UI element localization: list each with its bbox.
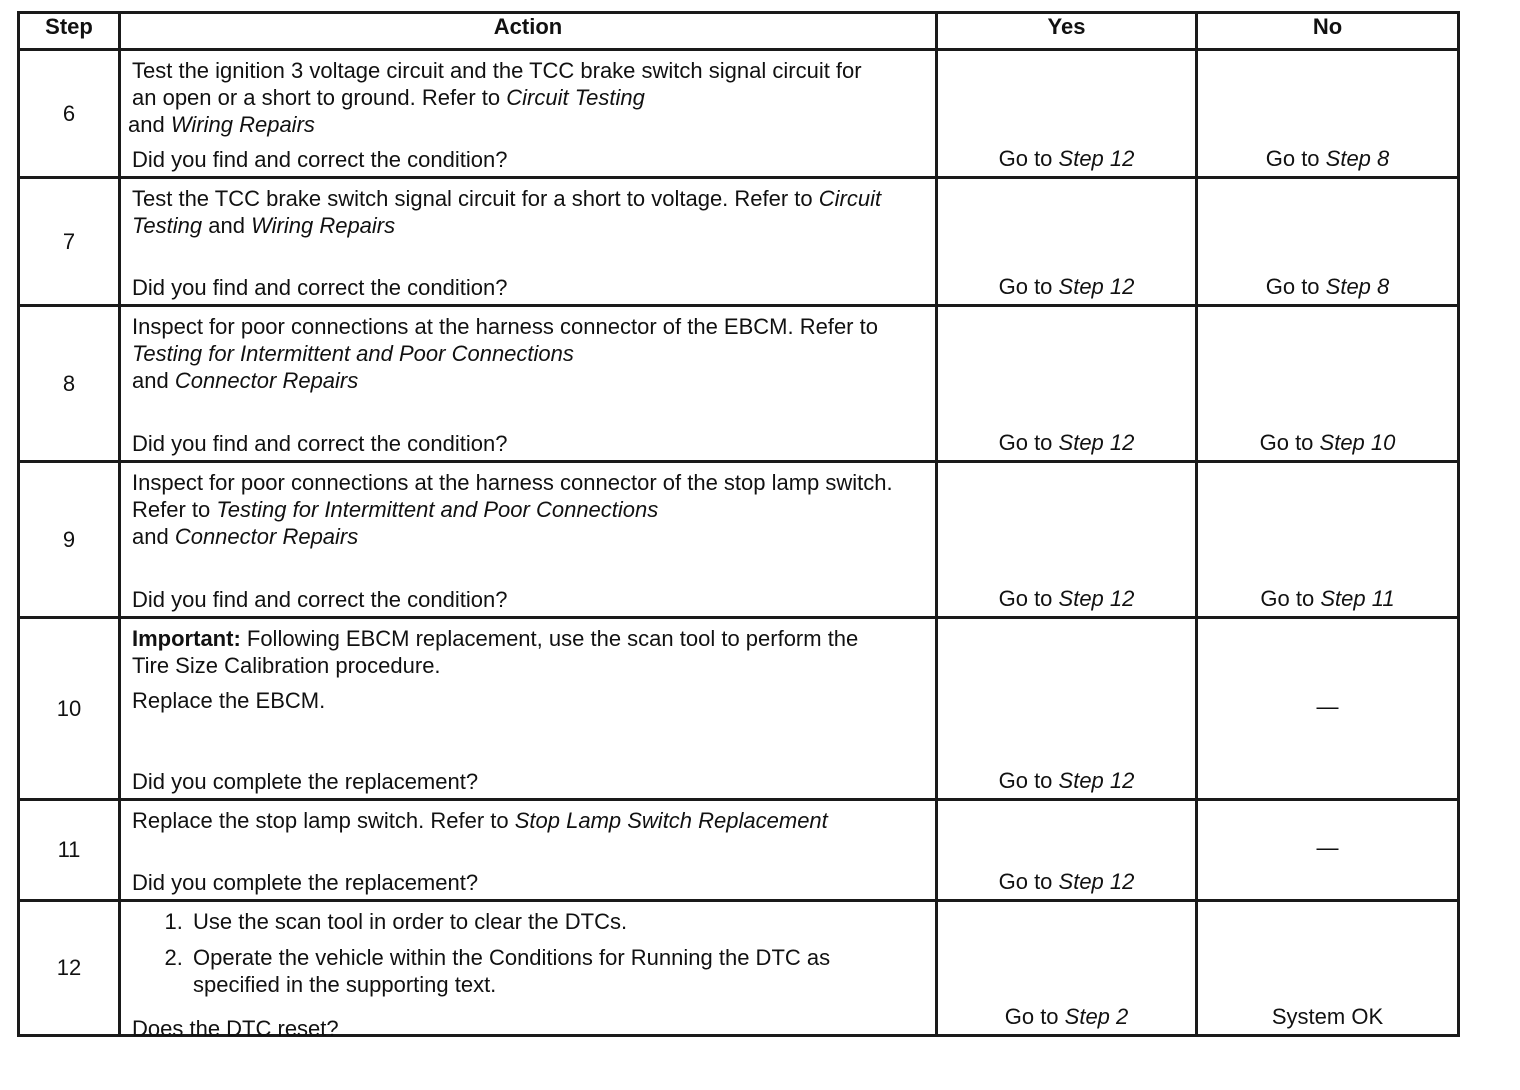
header-yes: Yes xyxy=(937,13,1197,50)
action-text: Inspect for poor connections at the harness connector of the EBCM. Refer to Testing for Intermittent and Poor Connections and Connector Repairs xyxy=(132,314,878,393)
diagnostic-table xyxy=(17,11,1460,1041)
table-row xyxy=(19,306,1459,462)
reference-link[interactable]: Wiring Repairs xyxy=(170,112,315,137)
action-cell xyxy=(120,462,937,618)
reference-link[interactable]: Stop Lamp Switch Replacement xyxy=(514,808,828,833)
table-row xyxy=(19,50,1459,178)
goto-step-link[interactable]: Step 12 xyxy=(1058,768,1135,793)
action-cell xyxy=(120,178,937,306)
step-number: 12 xyxy=(19,901,120,1036)
action-cell xyxy=(120,800,937,901)
step-number: 11 xyxy=(19,800,120,901)
header-step: Step xyxy=(19,13,120,50)
yes-cell: Go to Step 12 xyxy=(937,462,1197,618)
action-question: Does the DTC reset? xyxy=(132,1016,339,1041)
action-question: Did you find and correct the condition? xyxy=(132,275,508,300)
table-row xyxy=(19,462,1459,618)
action-question: Did you complete the replacement? xyxy=(132,769,479,794)
no-cell: System OK xyxy=(1197,901,1459,1036)
no-cell: Go to Step 11 xyxy=(1197,462,1459,618)
table-row xyxy=(19,800,1459,901)
step-number: 10 xyxy=(19,618,120,800)
goto-step-link[interactable]: Step 12 xyxy=(1058,274,1135,299)
header-action: Action xyxy=(120,13,937,50)
no-cell: Go to Step 10 xyxy=(1197,306,1459,462)
yes-cell: Go to Step 12 xyxy=(937,618,1197,800)
reference-link[interactable]: Testing for Intermittent and Poor Connections xyxy=(216,497,659,522)
list-item: 2. Operate the vehicle within the Conditions for Running the DTC as specified in the supporting text. xyxy=(189,944,893,998)
reference-link[interactable]: Testing for Intermittent and Poor Connections xyxy=(132,341,574,366)
reference-link[interactable]: Circuit Testing xyxy=(506,85,645,110)
header-no: No xyxy=(1197,13,1459,50)
table-row xyxy=(19,901,1459,1036)
no-cell: — xyxy=(1197,800,1459,901)
action-text: Replace the EBCM. xyxy=(132,688,326,713)
step-number: 7 xyxy=(19,178,120,306)
reference-link[interactable]: Connector Repairs xyxy=(174,368,359,393)
step-number: 6 xyxy=(19,50,120,178)
action-cell xyxy=(120,306,937,462)
table-row xyxy=(19,618,1459,800)
important-label: Important: xyxy=(132,626,241,651)
important-note: Important: Following EBCM replacement, use the scan tool to perform the Tire Size Calibration procedure. xyxy=(132,626,859,678)
table-row xyxy=(19,178,1459,306)
action-question: Did you find and correct the condition? xyxy=(132,587,508,612)
no-cell: — xyxy=(1197,618,1459,800)
procedure-list xyxy=(132,908,925,1007)
goto-step-link[interactable]: Step 8 xyxy=(1325,146,1390,171)
goto-step-link[interactable]: Step 8 xyxy=(1325,274,1390,299)
goto-step-link[interactable]: Step 2 xyxy=(1064,1004,1129,1029)
yes-cell: Go to Step 2 xyxy=(937,901,1197,1036)
action-text: Replace the stop lamp switch. Refer to Stop Lamp Switch Replacement xyxy=(132,808,828,833)
goto-step-link[interactable]: Step 12 xyxy=(1058,586,1135,611)
action-cell xyxy=(120,618,937,800)
goto-step-link[interactable]: Step 12 xyxy=(1058,430,1135,455)
action-question: Did you complete the replacement? xyxy=(132,870,479,895)
no-cell: Go to Step 8 xyxy=(1197,178,1459,306)
goto-step-link[interactable]: Step 12 xyxy=(1058,869,1135,894)
header-row xyxy=(19,13,1459,50)
goto-step-link[interactable]: Step 10 xyxy=(1319,430,1396,455)
step-number: 8 xyxy=(19,306,120,462)
action-text: Test the TCC brake switch signal circuit for a short to voltage. Refer to Circuit Testing and Wiring Repairs xyxy=(132,186,882,238)
yes-cell: Go to Step 12 xyxy=(937,800,1197,901)
reference-link[interactable]: Wiring Repairs xyxy=(251,213,396,238)
yes-cell: Go to Step 12 xyxy=(937,50,1197,178)
action-cell xyxy=(120,901,937,1041)
no-cell: Go to Step 8 xyxy=(1197,50,1459,178)
list-item: 1. Use the scan tool in order to clear the DTCs. xyxy=(189,908,925,935)
action-question: Did you find and correct the condition? xyxy=(132,431,508,456)
goto-step-link[interactable]: Step 11 xyxy=(1320,586,1395,611)
reference-link[interactable]: Connector Repairs xyxy=(174,524,359,549)
action-text: Inspect for poor connections at the harness connector of the stop lamp switch. Refer to Testing for Intermittent and Poor Connections and Connector Repairs xyxy=(132,470,893,549)
reference-link[interactable]: Circuit Testing xyxy=(132,186,882,238)
yes-cell: Go to Step 12 xyxy=(937,306,1197,462)
action-question: Did you find and correct the condition? xyxy=(132,147,508,172)
goto-step-link[interactable]: Step 12 xyxy=(1058,146,1135,171)
step-number: 9 xyxy=(19,462,120,618)
yes-cell: Go to Step 12 xyxy=(937,178,1197,306)
action-cell xyxy=(120,50,937,178)
action-text: Test the ignition 3 voltage circuit and the TCC brake switch signal circuit for an open or a short to ground. Refer to Circuit Testing and Wiring Repairs xyxy=(128,58,862,137)
